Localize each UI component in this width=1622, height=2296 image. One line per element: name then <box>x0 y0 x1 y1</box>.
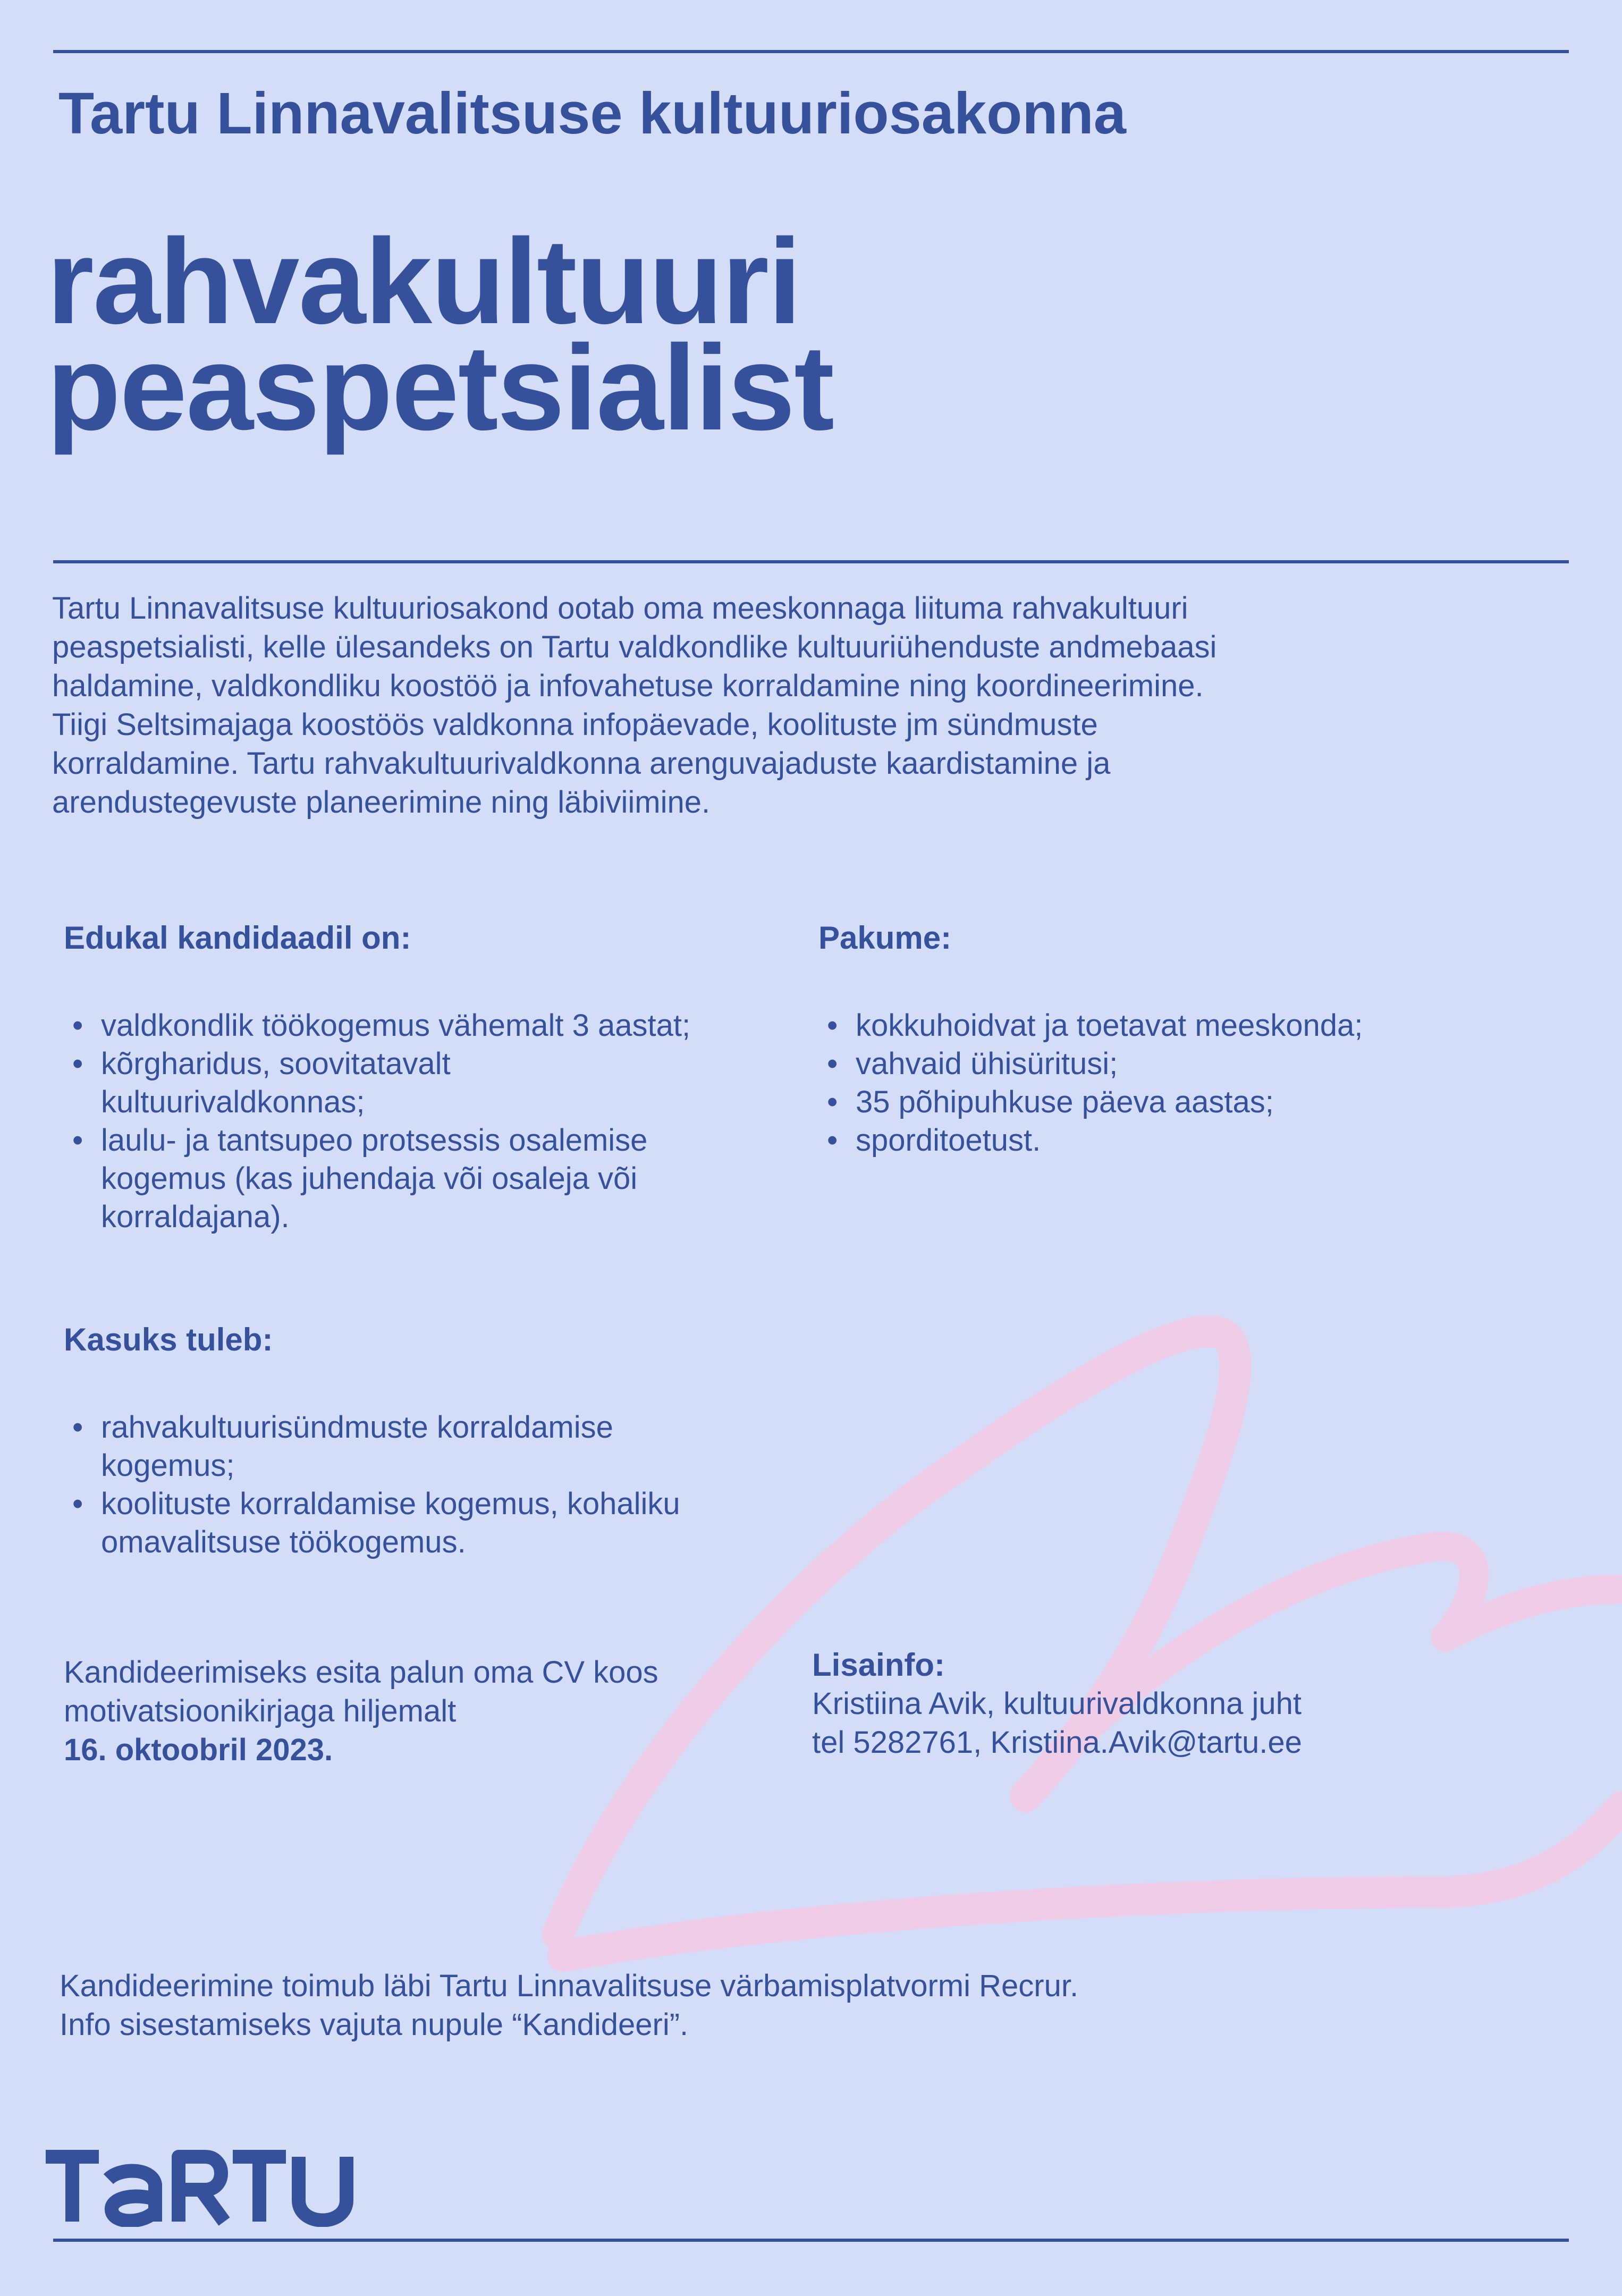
intro-line: korraldamine. Tartu rahvakultuurivaldkonna arenguvajaduste kaardistamine ja <box>52 746 1111 781</box>
list-item-line: • 35 põhipuhkuse päeva aastas; <box>856 1085 1274 1119</box>
bonus-heading: Kasuks tuleb: <box>64 1322 273 1357</box>
tartu-logo <box>46 2147 365 2227</box>
list-item <box>818 1121 1562 1160</box>
intro-line: haldamine, valdkondliku koostöö ja infovahetuse korraldamine ning koordineerimine. <box>52 669 1204 703</box>
list-item-line: korraldajana). <box>101 1200 290 1234</box>
requirements-list <box>64 1007 781 1236</box>
platform-line: Info sisestamiseks vajuta nupule “Kandideeri”. <box>60 2007 689 2042</box>
list-item-line: • laulu- ja tantsupeo protsessis osalemise <box>101 1123 648 1158</box>
list-item-line: • koolituste korraldamise kogemus, kohaliku <box>101 1487 680 1521</box>
application-instructions <box>64 1653 658 1769</box>
list-item <box>818 1083 1562 1121</box>
offer-section <box>818 919 1562 1160</box>
contact-phone-email[interactable]: tel 5282761, Kristiina.Avik@tartu.ee <box>812 1725 1302 1760</box>
list-item <box>818 1007 1562 1045</box>
bottom-rule <box>53 2239 1569 2242</box>
job-title <box>47 214 834 455</box>
intro-paragraph <box>52 589 1514 822</box>
title-rule <box>53 560 1569 563</box>
apply-line: Kandideerimiseks esita palun oma CV koos <box>64 1655 658 1690</box>
bonus-list <box>64 1408 781 1561</box>
bonus-section <box>64 1321 781 1561</box>
department-heading: Tartu Linnavalitsuse kultuuriosakonna <box>58 81 1126 146</box>
intro-line: Tartu Linnavalitsuse kultuuriosakond ootab oma meeskonnaga liituma rahvakultuuri <box>52 591 1188 626</box>
list-item-line: • valdkondlik töökogemus vähemalt 3 aastat; <box>101 1008 691 1043</box>
list-item <box>64 1408 781 1485</box>
contact-name: Kristiina Avik, kultuurivaldkonna juht <box>812 1686 1302 1721</box>
list-item <box>64 1485 781 1561</box>
job-title-line: peaspetsialist <box>47 320 834 455</box>
list-item <box>64 1121 781 1236</box>
intro-line: arendustegevuste planeerimine ning läbiviimine. <box>52 785 711 820</box>
list-item-line: • sporditoetust. <box>856 1123 1041 1158</box>
job-title-line: rahvakultuuri <box>47 214 801 349</box>
list-item-line: kogemus; <box>101 1448 235 1483</box>
list-item-line: kogemus (kas juhendaja või osaleja või <box>101 1161 638 1196</box>
list-item <box>64 1007 781 1045</box>
platform-note <box>60 1966 1078 2044</box>
offer-list <box>818 1007 1562 1160</box>
platform-line: Kandideerimine toimub läbi Tartu Linnavalitsuse värbamisplatvormi Recrur. <box>60 1969 1079 2003</box>
list-item-line: • rahvakultuurisündmuste korraldamise <box>101 1410 613 1445</box>
list-item-line: • kõrgharidus, soovitatavalt <box>101 1046 451 1081</box>
top-rule <box>53 50 1569 53</box>
list-item <box>818 1045 1562 1083</box>
contact-info <box>812 1645 1302 1762</box>
list-item-line: omavalitsuse töökogemus. <box>101 1525 466 1559</box>
offer-heading: Pakume: <box>818 920 952 956</box>
list-item-line: • kokkuhoidvat ja toetavat meeskonda; <box>856 1008 1363 1043</box>
contact-heading: Lisainfo: <box>812 1647 945 1683</box>
deadline-date: 16. oktoobril 2023. <box>64 1733 333 1767</box>
intro-line: Tiigi Seltsimajaga koostöös valdkonna infopäevade, koolituste jm sündmuste <box>52 707 1098 742</box>
apply-line: motivatsioonikirjaga hiljemalt <box>64 1694 457 1728</box>
requirements-heading: Edukal kandidaadil on: <box>64 920 411 956</box>
intro-line: peaspetsialisti, kelle ülesandeks on Tartu valdkondlike kultuuriühenduste andmebaasi <box>52 630 1217 664</box>
list-item-line: kultuurivaldkonnas; <box>101 1085 365 1119</box>
list-item <box>64 1045 781 1121</box>
list-item-line: • vahvaid ühisüritusi; <box>856 1046 1118 1081</box>
requirements-section <box>64 919 781 1236</box>
